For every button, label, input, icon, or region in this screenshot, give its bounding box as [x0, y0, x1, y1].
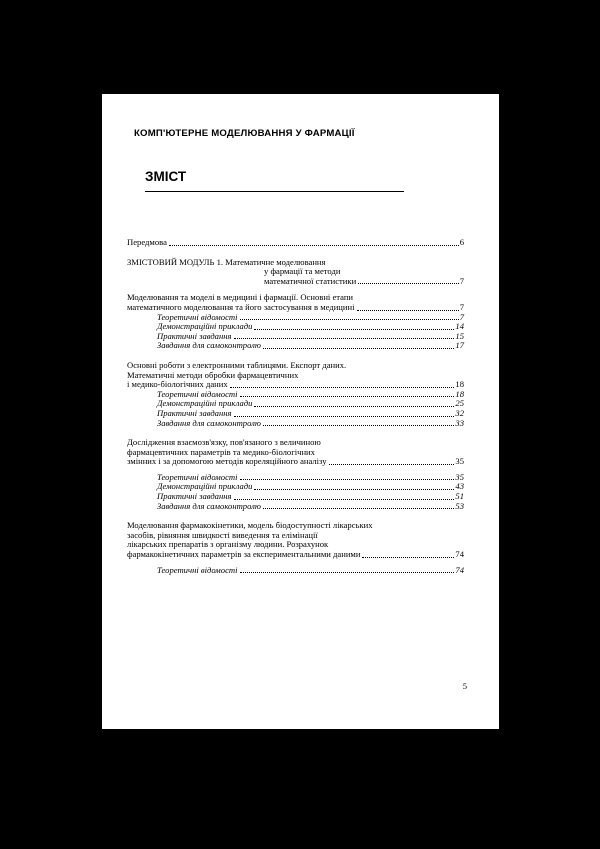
leader-dots: [263, 508, 454, 509]
toc-entry-label: Передмова: [127, 237, 167, 247]
toc-entry-line: математичної статистики: [264, 275, 357, 286]
toc-subentry-label: Теоретичні відомості: [157, 471, 238, 482]
leader-dots: [234, 499, 455, 500]
leader-dots: [329, 464, 455, 465]
toc-entry-line: ЗМІСТОВИЙ МОДУЛЬ 1. Математичне моделювання: [127, 256, 326, 267]
leader-dots: [234, 416, 455, 417]
toc-entry-line: математичного моделювання та його застосування в медицині: [127, 301, 355, 312]
book-title: КОМП'ЮТЕРНЕ МОДЕЛЮВАННЯ У ФАРМАЦІЇ: [134, 128, 355, 139]
toc-subentry[interactable]: [127, 419, 464, 429]
toc-subentry-label: Практичні завдання: [157, 407, 232, 418]
toc-page-number: 35: [455, 456, 464, 467]
toc-subentry[interactable]: [127, 566, 464, 576]
toc-entry-intro[interactable]: [127, 238, 464, 248]
leader-dots: [169, 245, 459, 246]
toc-entry-topic-1[interactable]: [127, 293, 464, 312]
leader-dots: [357, 310, 459, 311]
leader-dots: [240, 479, 455, 480]
toc-page-number: 33: [455, 417, 464, 428]
toc-subentry[interactable]: [127, 341, 464, 351]
book-page: [102, 94, 499, 729]
toc-page-number: 35: [455, 471, 464, 482]
toc-entry-line: лікарських препаратів з організму людини. Розрахунок: [127, 539, 329, 550]
toc-subentry-label: Демонстраційні приклади: [157, 321, 253, 332]
toc-entry-line: Основні роботи з електронними таблицями. Експорт даних.: [127, 359, 347, 370]
toc-entry-line: засобів, рівняння швидкості виведення та елімінації: [127, 529, 318, 540]
toc-page-number: 14: [455, 321, 464, 332]
leader-dots: [230, 387, 455, 388]
page-number: 5: [462, 681, 467, 691]
leader-dots: [240, 572, 455, 573]
toc-subentry-label: Теоретичні відомості: [157, 388, 238, 399]
toc-entry-line: у фармації та методи: [264, 266, 341, 277]
toc-entry-line: і медико-біологічних даних: [127, 379, 228, 390]
toc-page-number: 18: [455, 379, 464, 390]
toc-page-number: 15: [455, 330, 464, 341]
heading-rule: [145, 191, 404, 192]
toc-subentry-label: Демонстраційні приклади: [157, 398, 253, 409]
toc-subentry-label: Завдання для самоконтролю: [157, 417, 261, 428]
toc-entry-line: Дослідження взаємозв'язку, пов'язаного з величиною: [127, 437, 321, 448]
leader-dots: [362, 557, 454, 558]
toc-entry-topic-4[interactable]: [127, 521, 464, 559]
toc-page-number: 7: [459, 311, 464, 322]
table-of-contents: [127, 238, 464, 575]
leader-dots: [254, 489, 454, 490]
toc-entry-line: змінних і за допомогою методів кореляційного аналізу: [127, 456, 327, 467]
toc-page-number: 6: [459, 237, 464, 247]
toc-page-number: 74: [455, 549, 464, 560]
leader-dots: [234, 338, 455, 339]
leader-dots: [358, 283, 459, 284]
toc-entry-line: Моделювання та моделі в медицині і фармації. Основні етапи: [127, 292, 354, 303]
toc-page-number: 51: [455, 491, 464, 502]
leader-dots: [263, 348, 454, 349]
toc-subentry-label: Теоретичні відомості: [157, 564, 238, 575]
leader-dots: [254, 406, 454, 407]
leader-dots: [254, 329, 454, 330]
toc-page-number: 74: [455, 564, 464, 575]
leader-dots: [240, 319, 459, 320]
toc-subentry[interactable]: [127, 502, 464, 512]
toc-entry-topic-2[interactable]: [127, 361, 464, 390]
toc-subentry-label: Практичні завдання: [157, 491, 232, 502]
leader-dots: [263, 425, 454, 426]
toc-subentry-label: Завдання для самоконтролю: [157, 340, 261, 351]
toc-entry-topic-3[interactable]: [127, 438, 464, 467]
toc-subentry-label: Завдання для самоконтролю: [157, 500, 261, 511]
contents-heading: ЗМІСТ: [145, 169, 187, 184]
toc-subentry-label: Демонстраційні приклади: [157, 481, 253, 492]
toc-entry-line: фармакокінетичних параметрів за експериментальними даними: [127, 549, 361, 560]
leader-dots: [240, 396, 455, 397]
toc-entry-line: Моделювання фармакокінетики, модель біодоступності лікарських: [127, 520, 373, 531]
toc-page-number: 53: [455, 500, 464, 511]
toc-subentry-label: Теоретичні відомості: [157, 311, 238, 322]
toc-subentry-label: Практичні завдання: [157, 330, 232, 341]
toc-entry-module[interactable]: [127, 258, 464, 287]
toc-entry-line: Математичні методи обробки фармацевтичних: [127, 369, 299, 380]
toc-page-number: 43: [455, 481, 464, 492]
toc-page-number: 17: [455, 340, 464, 351]
toc-page-number: 7: [459, 275, 464, 286]
toc-page-number: 18: [455, 388, 464, 399]
toc-page-number: 7: [459, 301, 464, 312]
toc-entry-line: фармацевтичних параметрів та медико-біологічних: [127, 446, 315, 457]
toc-page-number: 25: [455, 398, 464, 409]
toc-page-number: 32: [455, 407, 464, 418]
